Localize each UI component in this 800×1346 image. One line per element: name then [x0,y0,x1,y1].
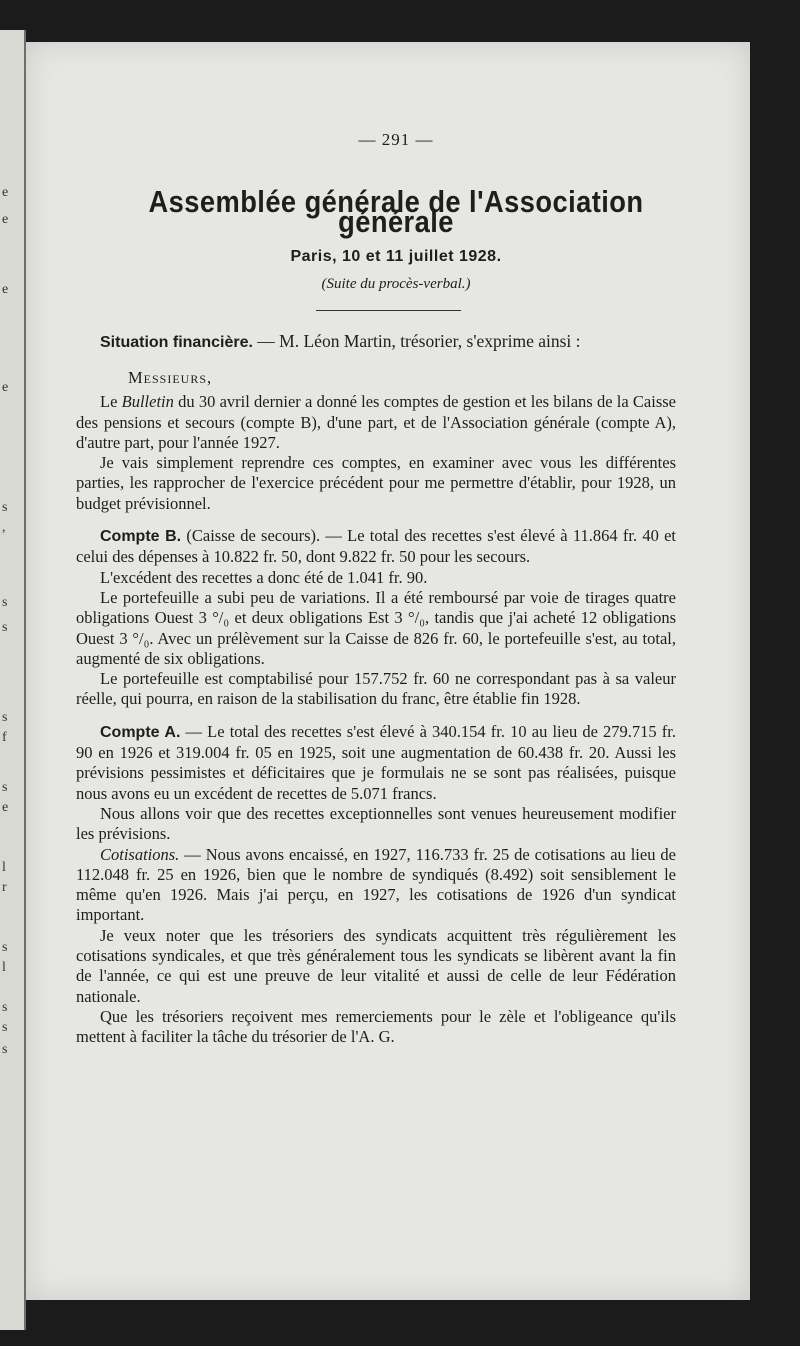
margin-char: s [2,710,8,725]
salutation: Messieurs, [128,368,213,387]
paragraph [76,392,676,453]
margin-char: e [2,282,9,297]
margin-char: s [2,500,8,515]
margin-char: s [2,1020,8,1035]
paragraph-text: — Nous avons encaissé, en 1927, 116.733 fr. 25 de cotisations au lieu de 112.048 fr. 25 en 1926, bien que le nombre de syndiqués (8.492) soit sensiblement le même qu'en 1926. Mais j'ai perçu, en 1927, les cotisations de 1926 d'un syndicat important. [76,844,676,925]
margin-char: s [2,595,8,610]
margin-char: s [2,1000,8,1015]
text-span: du 30 avril dernier a donné les comptes de gestion et les bilans de la Caisse des pensions et secours (compte B), d'une part, et de l'Association générale (compte A), d'autre part, pour l'année 1927. [76,392,676,452]
page-number: — 291 — [358,130,434,149]
margin-char: s [2,940,8,955]
paragraph: Je vais simplement reprendre ces comptes, en examiner avec vous les différentes parties, les rapprocher de l'exercice précédent pour me permettre d'établir, pour 1928, un budget prévisionnel. [76,453,676,513]
paragraph: Que les trésoriers reçoivent mes remerciements pour le zèle et l'obligeance qu'ils mettent à faciliter la tâche du trésorier de l'A. G. [76,1006,676,1047]
paragraph: Le portefeuille est comptabilisé pour 157.752 fr. 60 ne correspondant pas à sa valeur réelle, qui pourra, en raison de la stabilisation du franc, être établie fin 1928. [76,669,676,709]
paragraph: L'excédent des recettes a donc été de 1.041 fr. 90. [100,567,428,587]
margin-char: s [2,1042,8,1057]
section-heading: Situation financière. [100,334,253,351]
paragraph: Je veux noter que les trésoriers des syndicats acquittent très régulièrement les cotisations syndicales, et que très généralement tous les syndicats se libèrent avant la fin de l'année, ce qui est une preuve de leur vitalité et aussi de celle de leur Fédération nationale. [76,925,676,1006]
italic-text: Bulletin [121,392,174,412]
section-heading: Compte B. [100,528,182,546]
paragraph-text: (Caisse de secours). — Le total des recettes s'est élevé à 11.864 fr. 40 et celui des dépenses à 10.822 fr. 50, dont 9.822 fr. 50 pour les secours. [76,526,677,567]
paragraph: Nous allons voir que des recettes exceptionnelles sont venues heureusement modifier les prévisions. [76,803,676,844]
margin-char: l [2,860,6,875]
margin-char: e [2,185,9,200]
paragraph: Le portefeuille a subi peu de variations. Il a été remboursé par voie de tirages quatre obligations Ouest 3 °/₀ et deux obligations Est 3 °/₀, tandis que j'ai acheté 12 obligations Ouest 3 °/₀. Avec un prélèvement sur la Caisse de 826 fr. 60, le portefeuille s'est, au total, augmenté de six obligations. [76,587,676,668]
document-page [26,42,750,1300]
margin-char: r [2,880,7,895]
section-heading: Cotisations. [100,844,180,864]
cotisations-paragraph [76,845,676,926]
margin-char: e [2,212,9,227]
paragraph-text: — Le total des recettes s'est élevé à 340.154 fr. 10 au lieu de 279.715 fr. 90 en 1926 et 319.004 fr. 05 en 1925, soit une augmentation de 60.438 fr. 20. Aussi les prévisions pessimistes et déficitaires que je formulais ne se sont pas réalisées, puisque nous avons eu un excédent de recettes de 5.071 francs. [76,721,677,803]
compte-b-paragraph [76,526,676,568]
divider [316,310,461,311]
adjacent-page-edge [0,30,26,1330]
meeting-date: Paris, 10 et 11 juillet 1928. [290,248,502,265]
page-title: Assemblée générale de l'Association générale [148,184,644,240]
paragraph-text: — M. Léon Martin, trésorier, s'exprime ainsi : [252,331,581,351]
margin-char: e [2,380,9,395]
section-heading: Compte A. [100,723,181,741]
margin-char: l [2,960,6,975]
margin-char: e [2,800,9,815]
continuation-note: (Suite du procès-verbal.) [321,276,471,292]
margin-char: s [2,620,8,635]
margin-char: s [2,780,8,795]
compte-a-paragraph [76,722,676,804]
margin-char: f [2,730,7,745]
situation-paragraph [76,330,676,354]
margin-char: , [2,520,6,535]
text-span: Le [100,392,122,412]
body-text [76,330,676,1048]
